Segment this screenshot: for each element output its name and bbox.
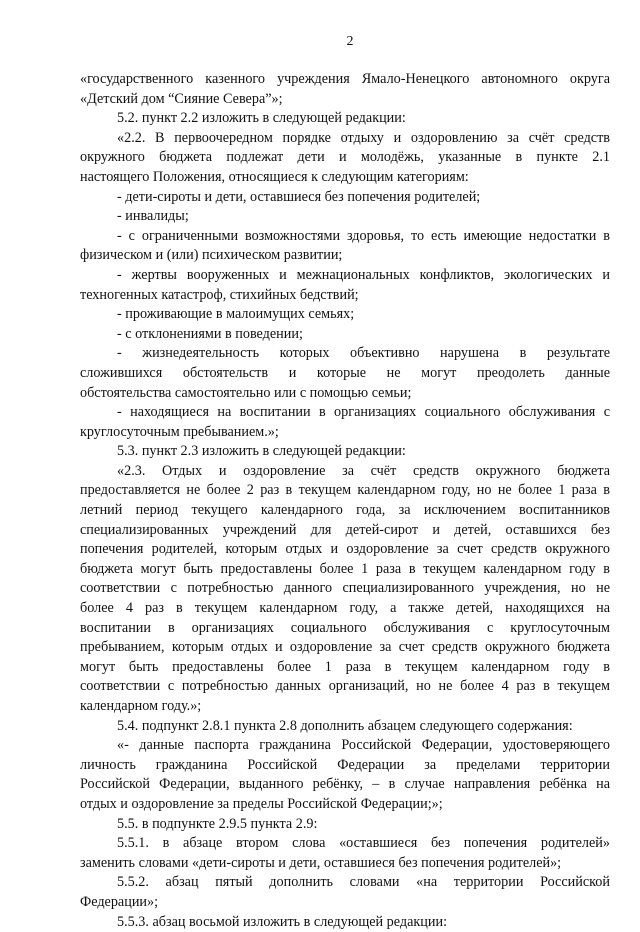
text-line: круглосуточным пребыванием.»; <box>80 423 279 440</box>
text-line: 5.5.2. абзац пятый дополнить словами «на территории Российской <box>117 874 610 891</box>
text-line: сложившихся обстоятельств и которые не могут преодолеть данные <box>80 364 610 381</box>
text-line: заменить словами «дети-сироты и дети, оставшиеся без попечения родителей»; <box>80 854 562 871</box>
page-number: 2 <box>346 34 354 49</box>
text-line: календарном году.»; <box>80 698 202 714</box>
text-line: соответствии с потребностью данных организаций, но не более 4 раз в текущем <box>80 678 610 695</box>
text-line: могут быть предоставлены более 1 раза в текущем календарном году в <box>80 658 610 675</box>
text-line: летний период текущего календарного года, за исключением воспитанников <box>80 502 610 519</box>
text-line: физическом и (или) психическом развитии; <box>80 247 343 264</box>
text-line: - инвалиды; <box>117 208 189 225</box>
text-line: - дети-сироты и дети, оставшиеся без попечения родителей; <box>117 188 481 205</box>
text-line: 5.5. в подпункте 2.9.5 пункта 2.9: <box>117 815 318 832</box>
text-line: «Детский дом “Сияние Севера”»; <box>80 90 283 107</box>
text-line: - жизнедеятельность которых объективно нарушена в результате <box>117 345 610 362</box>
text-line: «государственного казенного учреждения Ямало-Ненецкого автономного округа <box>80 71 610 87</box>
text-line: предоставляется не более 2 раз в текущем календарном году, но не более 1 раза в <box>80 482 610 499</box>
text-line: «- данные паспорта гражданина Российской Федерации, удостоверяющего <box>117 737 610 754</box>
text-line: «2.2. В первоочередном порядке отдыху и оздоровлению за счёт средств <box>117 129 610 146</box>
text-line: - проживающие в малоимущих семьях; <box>117 306 355 323</box>
text-line: 5.2. пункт 2.2 изложить в следующей редакции: <box>117 110 406 127</box>
text-line: обстоятельства самостоятельно или с помощью семьи; <box>80 384 412 401</box>
text-line: 5.3. пункт 2.3 изложить в следующей редакции: <box>117 443 406 460</box>
text-line: «2.3. Отдых и оздоровление за счёт средств окружного бюджета <box>117 462 610 479</box>
text-line: 5.5.3. абзац восьмой изложить в следующей редакции: <box>117 913 448 930</box>
text-line: 5.5.1. в абзаце втором слова «оставшиеся без попечения родителей» <box>117 835 610 852</box>
text-line: Российской Федерации, выданного ребёнку, – в случае направления ребёнка на <box>80 776 610 793</box>
text-line: отдых и оздоровление за пределы Российской Федерации;»; <box>80 795 443 812</box>
text-line: - находящиеся на воспитании в организациях социального обслуживания с <box>117 404 610 421</box>
text-line: - с ограниченными возможностями здоровья, то есть имеющие недостатки в <box>117 227 610 244</box>
text-line: - жертвы вооруженных и межнациональных конфликтов, экологических и <box>117 266 610 283</box>
text-line: соответствии с потребностью данного специализированного учреждения, но не <box>80 580 610 597</box>
text-line: личность гражданина Российской Федерации за пределами территории <box>80 756 610 773</box>
text-line: Федерации»; <box>80 893 159 910</box>
text-line: пребыванием, которым отдых и оздоровление за счет средств окружного бюджета <box>80 639 610 656</box>
text-line: окружного бюджета подлежат дети и молодёжь, указанные в пункте 2.1 <box>80 149 610 166</box>
text-line: 5.4. подпункт 2.8.1 пункта 2.8 дополнить абзацем следующего содержания: <box>117 717 573 734</box>
text-line: специализированных учреждений для детей-сирот и детей, оставшихся без <box>80 521 610 538</box>
document-body <box>80 70 610 932</box>
text-line: воспитании в организациях социального обслуживания с круглосуточным <box>80 619 610 636</box>
text-line: - с отклонениями в поведении; <box>117 325 303 342</box>
text-line: техногенных катастроф, стихийных бедствий; <box>80 286 359 303</box>
text-line: попечения родителей, которым отдых и оздоровление за счет средств окружного <box>80 541 610 558</box>
text-line: настоящего Положения, относящиеся к следующим категориям: <box>80 168 469 185</box>
text-line: более 4 раз в текущем календарном году, а также детей, находящихся на <box>80 600 610 617</box>
text-line: бюджета могут быть предоставлены более 1 раза в текущем календарном году в <box>80 560 610 577</box>
